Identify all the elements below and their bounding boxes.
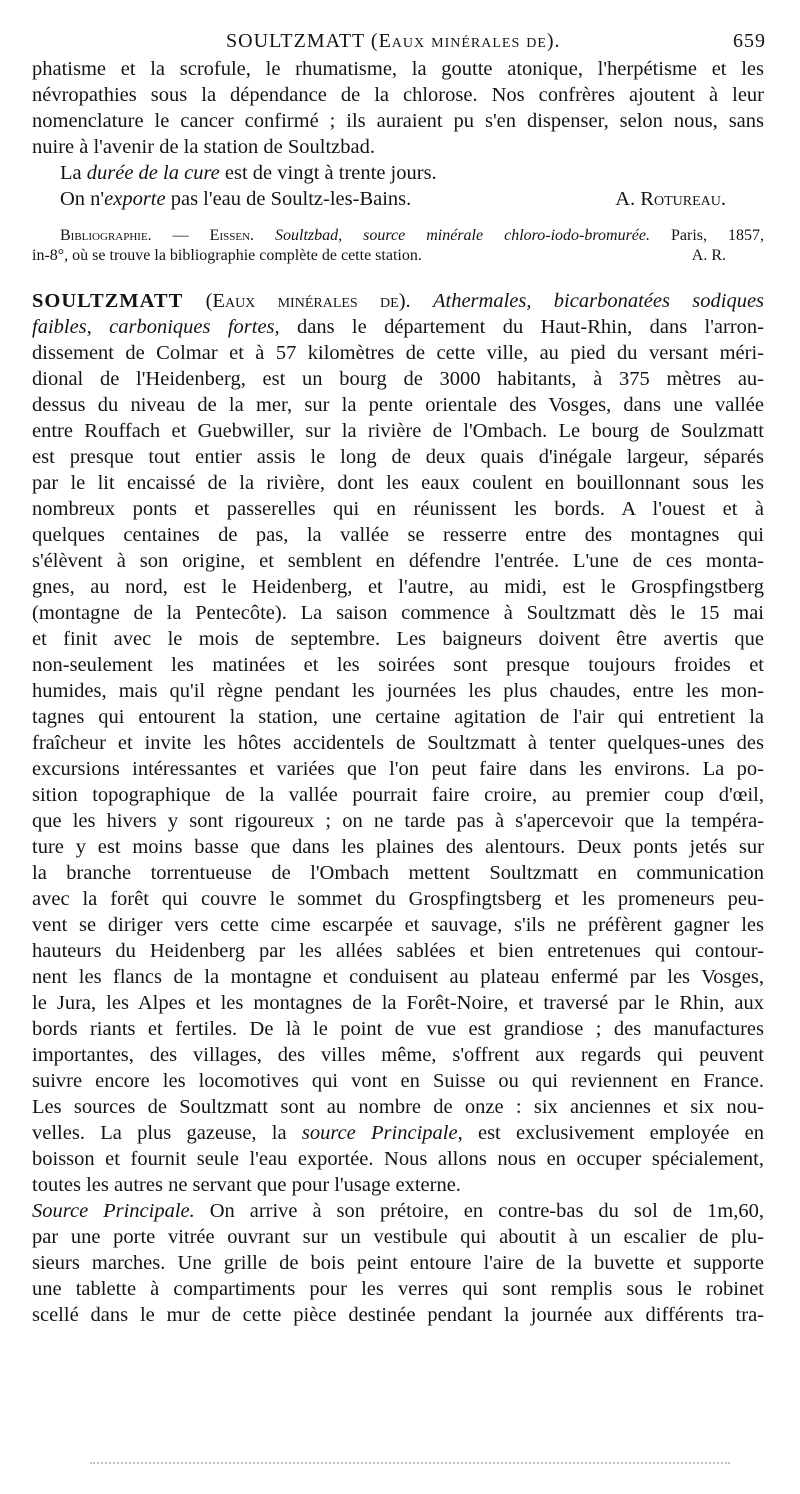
text-line: ture y est moins basse que dans les plaines des alentours. Deux ponts jetés sur (32, 836, 764, 858)
text-line: bords riants et fertiles. De là le point de vue est grandiose ; des manufactures (32, 1018, 764, 1040)
biblio-line (32, 226, 764, 246)
text-line: gnes, au nord, est le Heidenberg, et l'autre, au midi, est le Grospfingstberg (32, 576, 764, 598)
running-title-sub: (Eaux minérales de). (370, 30, 561, 52)
text-span: dans le département du Haut-Rhin, dans l'arron- (279, 316, 764, 338)
biblio-initials: A. R. (691, 247, 726, 264)
article-qualifiers-cont: faibles, carboniques fortes, (32, 316, 280, 338)
text-line: toutes les autres ne servant que pour l'usage externe. (32, 1174, 461, 1196)
text-line: hauteurs du Heidenberg par les allées sablées et bien entretenues qui contour- (32, 940, 764, 962)
exporte-line (32, 186, 764, 212)
source-principale-ref: source Principale, (301, 1122, 463, 1144)
biblio-title: Soultzbad, source minérale chloro-iodo-bromurée. (275, 227, 650, 244)
text-line: Les sources de Soultzmatt sont au nombre de onze : six anciennes et six nou- (32, 1096, 764, 1118)
paragraph-indications (32, 56, 764, 160)
text-line: nent les flancs de la montagne et conduisent au plateau enfermé par les Vosges, (32, 966, 764, 988)
text-line: nomenclature le cancer confirmé ; ils auraient pu s'en dispenser, selon nous, sans (32, 110, 764, 132)
text-line: le Jura, les Alpes et les montagnes de la Forêt-Noire, et traversé par le Rhin, aux (32, 992, 764, 1014)
biblio-line2: in-8°, où se trouve la bibliographie complète de cette station. (32, 247, 422, 264)
text-line: importantes, des villages, des villes même, s'offrent aux regards qui peuvent (32, 1044, 764, 1066)
text-line: par le lit encaissé de la rivière, dont les eaux coulent en bouillonnant sous les (32, 472, 764, 494)
duree-line (32, 160, 764, 186)
text-line: entre Rouffach et Guebwiller, sur la rivière de l'Ombach. Le bourg de Soulzmatt (32, 420, 764, 442)
biblio-label: Bibliographie. — Eissen. (60, 227, 255, 244)
text-line: dissement de Colmar et à 57 kilomètres de cette ville, au pied du versant méri- (32, 342, 764, 364)
biblio-line (32, 246, 764, 266)
text-line (32, 1120, 764, 1146)
text-line: est presque tout entier assis le long de deux quais d'inégale largeur, séparés (32, 446, 764, 468)
bibliography (32, 226, 764, 266)
article-heading: SOULTZMATT (32, 290, 184, 312)
text-line: que les hivers y sont rigoureux ; on ne tarde pas à s'apercevoir que la tempéra- (32, 810, 764, 832)
text-line: (montagne de la Pentecôte). La saison commence à Soultzmatt dès le 15 mai (32, 602, 764, 624)
text-line (32, 1198, 764, 1224)
article-heading-sub: (Eaux minérales de). (205, 290, 411, 312)
bleed-through-marks (90, 1462, 730, 1468)
article-qualifiers: Athermales, bicarbonatées sodiques (432, 290, 765, 312)
text-line: nombreux ponts et passerelles qui en réunissent les bords. A l'ouest et à (32, 498, 764, 520)
text-line: quelques centaines de pas, la vallée se resserre entre des montagnes qui (32, 524, 764, 546)
duree-italic: durée de la cure (86, 162, 220, 184)
exporte-post: pas l'eau de Soultz-les-Bains. (165, 188, 412, 210)
text-line: dessus du niveau de la mer, sur la pente orientale des Vosges, dans une vallée (32, 394, 764, 416)
running-title (226, 30, 561, 53)
section-heading: Source Principale. (32, 1200, 195, 1222)
text-line: la branche torrentueuse de l'Ombach mettent Soultzmatt en communication (32, 862, 764, 884)
text-line: s'élèvent à son origine, et semblent en défendre l'entrée. L'une de ces monta- (32, 550, 764, 572)
article-soultzmatt (32, 288, 764, 1198)
text-line: une tablette à compartiments pour les verres qui sont remplis sous le robinet (32, 1278, 764, 1300)
text-line: sition topographique de la vallée pourrait faire croire, au premier coup d'œil, (32, 784, 764, 806)
text-line: avec la forêt qui couvre le sommet du Grospfingtsberg et les promeneurs peu- (32, 888, 764, 910)
text-line: suivre encore les locomotives qui vont en Suisse ou qui reviennent en France. (32, 1070, 764, 1092)
text-line: scellé dans le mur de cette pièce destinée pendant la journée aux différents tra- (32, 1304, 764, 1326)
duree-pre: La (60, 162, 87, 184)
text-span: On arrive à son prétoire, en contre-bas du sol de 1m,60, (194, 1200, 764, 1222)
text-line: sieurs marches. Une grille de bois peint entoure l'aire de la buvette et supporte (32, 1252, 764, 1274)
biblio-post: Paris, 1857, (650, 227, 765, 244)
section-source-principale (32, 1198, 764, 1328)
text-body (32, 56, 764, 1328)
text-line: humides, mais qu'il règne pendant les journées les plus chaudes, entre les mon- (32, 680, 764, 702)
exporte-italic: exporte (104, 188, 166, 210)
text-line: vent se diriger vers cette cime escarpée et sauvage, s'ils ne préfèrent gagner les (32, 914, 764, 936)
duree-post: est de vingt à trente jours. (219, 162, 437, 184)
page-number: 659 (733, 30, 766, 52)
text-line: et finit avec le mois de septembre. Les baigneurs doivent être avertis que (32, 628, 764, 650)
text-line: dional de l'Heidenberg, est un bourg de 3000 habitants, à 375 mètres au- (32, 368, 764, 390)
text-line: névropathies sous la dépendance de la chlorose. Nos confrères ajoutent à leur (32, 84, 764, 106)
text-line: par une porte vitrée ouvrant sur un vestibule qui aboutit à un escalier de plu- (32, 1226, 764, 1248)
author-signature: A. Rotureau. (615, 188, 726, 210)
article-heading-line (32, 288, 764, 314)
text-line: nuire à l'avenir de la station de Soultzbad. (32, 136, 375, 158)
running-title-name: SOULTZMATT (226, 30, 365, 52)
text-line: boisson et fournit seule l'eau exportée. Nous allons nous en occuper spécialement, (32, 1148, 764, 1170)
text-line: tagnes qui entourent la station, une certaine agitation de l'air qui entretient la (32, 706, 764, 728)
text-line: excursions intéressantes et variées que l'on peut faire dans les environs. La po- (32, 758, 764, 780)
exporte-pre: On n' (60, 188, 105, 210)
text-span: velles. La plus gazeuse, la (32, 1122, 302, 1144)
text-line: non-seulement les matinées et les soirées sont presque toujours froides et (32, 654, 764, 676)
text-line (32, 314, 764, 340)
text-line: phatisme et la scrofule, le rhumatisme, la goutte atonique, l'herpétisme et les (32, 58, 764, 80)
text-span: est exclusivement employée en (462, 1122, 764, 1144)
text-line: fraîcheur et invite les hôtes accidentels de Soultzmatt à tenter quelques-unes des (32, 732, 764, 754)
